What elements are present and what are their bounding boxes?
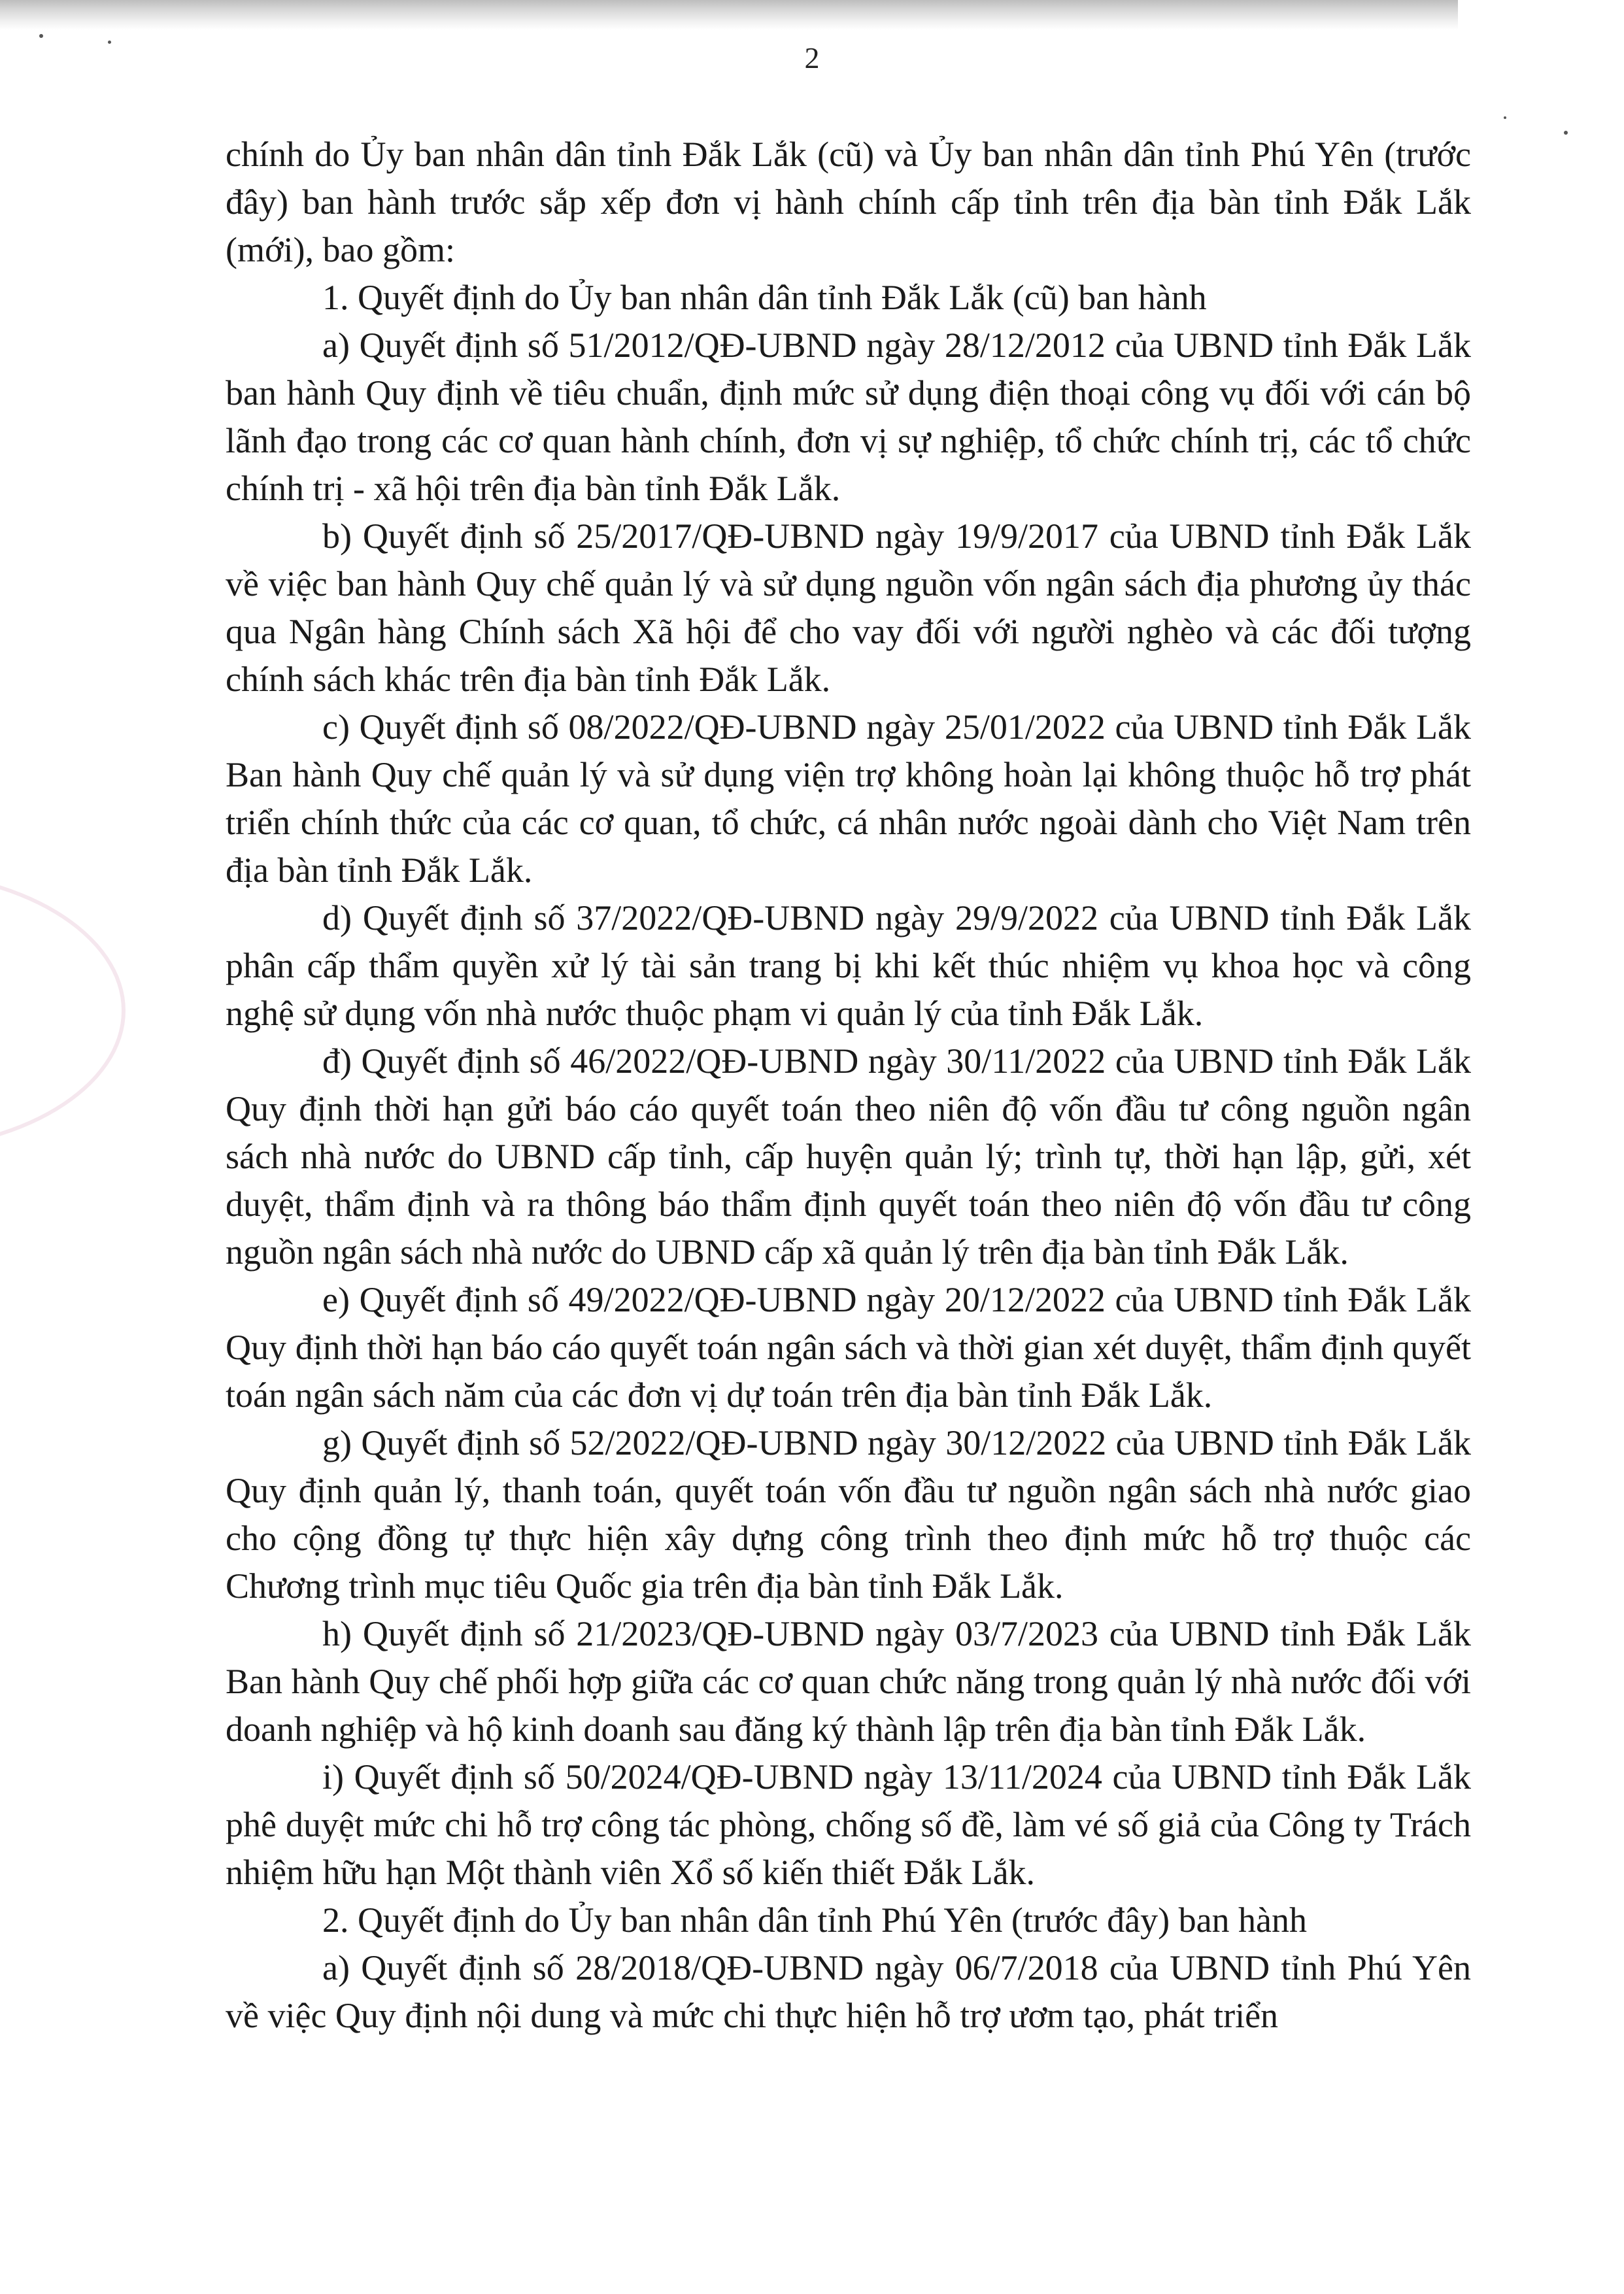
scan-top-shadow [0,0,1458,30]
document-body [226,131,1471,2040]
section-heading-2: 2. Quyết định do Ủy ban nhân dân tỉnh Phú Yên (trước đây) ban hành [322,1900,1308,1940]
list-item-d: d) Quyết định số 37/2022/QĐ-UBND ngày 29/9/2022 của UBND tỉnh Đắk Lắk phân cấp thẩm quyền xử lý tài sản trang bị khi kết thúc nhiệm vụ khoa học và công nghệ sử dụng vốn nhà nước thuộc phạm vi quản lý của tỉnh Đắk Lắk. [226,898,1471,1033]
list-item-dd: đ) Quyết định số 46/2022/QĐ-UBND ngày 30/11/2022 của UBND tỉnh Đắk Lắk Quy định thời hạn gửi báo cáo quyết toán theo niên độ vốn đầu tư công nguồn ngân sách nhà nước do UBND cấp tỉnh, cấp huyện quản lý; trình tự, thời hạn lập, gửi, xét duyệt, thẩm định và ra thông báo thẩm định quyết toán theo niên độ vốn đầu tư công nguồn ngân sách nhà nước do UBND cấp xã quản lý trên địa bàn tỉnh Đắk Lắk. [226,1041,1471,1272]
stamp-edge [0,869,126,1152]
scan-speck [39,34,43,38]
list-item-e: e) Quyết định số 49/2022/QĐ-UBND ngày 20/12/2022 của UBND tỉnh Đắk Lắk Quy định thời hạn báo cáo quyết toán ngân sách và thời gian xét duyệt, thẩm định quyết toán ngân sách năm của các đơn vị dự toán trên địa bàn tỉnh Đắk Lắk. [226,1280,1471,1415]
page-number: 2 [804,41,820,75]
scan-speck [1504,116,1506,119]
list-item-b: b) Quyết định số 25/2017/QĐ-UBND ngày 19/9/2017 của UBND tỉnh Đắk Lắk về việc ban hành Quy chế quản lý và sử dụng nguồn vốn ngân sách địa phương ủy thác qua Ngân hàng Chính sách Xã hội để cho vay đối với người nghèo và các đối tượng chính sách khác trên địa bàn tỉnh Đắk Lắk. [226,516,1471,699]
section-heading-1: 1. Quyết định do Ủy ban nhân dân tỉnh Đắk Lắk (cũ) ban hành [322,278,1207,317]
scan-speck [1564,131,1568,135]
paragraph-intro: chính do Ủy ban nhân dân tỉnh Đắk Lắk (cũ) và Ủy ban nhân dân tỉnh Phú Yên (trước đây) ban hành trước sắp xếp đơn vị hành chính cấp tỉnh trên địa bàn tỉnh Đắk Lắk (mới), bao gồm: [226,135,1471,269]
list-item-c: c) Quyết định số 08/2022/QĐ-UBND ngày 25/01/2022 của UBND tỉnh Đắk Lắk Ban hành Quy chế quản lý và sử dụng viện trợ không hoàn lại không thuộc hỗ trợ phát triển chính thức của các cơ quan, tổ chức, cá nhân nước ngoài dành cho Việt Nam trên địa bàn tỉnh Đắk Lắk. [226,707,1471,890]
list-item-a: a) Quyết định số 51/2012/QĐ-UBND ngày 28/12/2012 của UBND tỉnh Đắk Lắk ban hành Quy định về tiêu chuẩn, định mức sử dụng điện thoại công vụ đối với cán bộ lãnh đạo trong các cơ quan hành chính, đơn vị sự nghiệp, tổ chức chính trị, các tổ chức chính trị - xã hội trên địa bàn tỉnh Đắk Lắk. [226,326,1471,508]
list-item-a-2: a) Quyết định số 28/2018/QĐ-UBND ngày 06/7/2018 của UBND tỉnh Phú Yên về việc Quy định nội dung và mức chi thực hiện hỗ trợ ươm tạo, phát triển [226,1948,1471,2035]
list-item-h: h) Quyết định số 21/2023/QĐ-UBND ngày 03/7/2023 của UBND tỉnh Đắk Lắk Ban hành Quy chế phối hợp giữa các cơ quan chức năng trong quản lý nhà nước đối với doanh nghiệp và hộ kinh doanh sau đăng ký thành lập trên địa bàn tỉnh Đắk Lắk. [226,1614,1471,1749]
list-item-g: g) Quyết định số 52/2022/QĐ-UBND ngày 30/12/2022 của UBND tỉnh Đắk Lắk Quy định quản lý, thanh toán, quyết toán vốn đầu tư nguồn ngân sách nhà nước giao cho cộng đồng tự thực hiện xây dựng công trình theo định mức hỗ trợ thuộc các Chương trình mục tiêu Quốc gia trên địa bàn tỉnh Đắk Lắk. [226,1423,1471,1606]
list-item-i: i) Quyết định số 50/2024/QĐ-UBND ngày 13/11/2024 của UBND tỉnh Đắk Lắk phê duyệt mức chi hỗ trợ công tác phòng, chống số đề, làm vé số giả của Công ty Trách nhiệm hữu hạn Một thành viên Xổ số kiến thiết Đắk Lắk. [226,1757,1471,1892]
